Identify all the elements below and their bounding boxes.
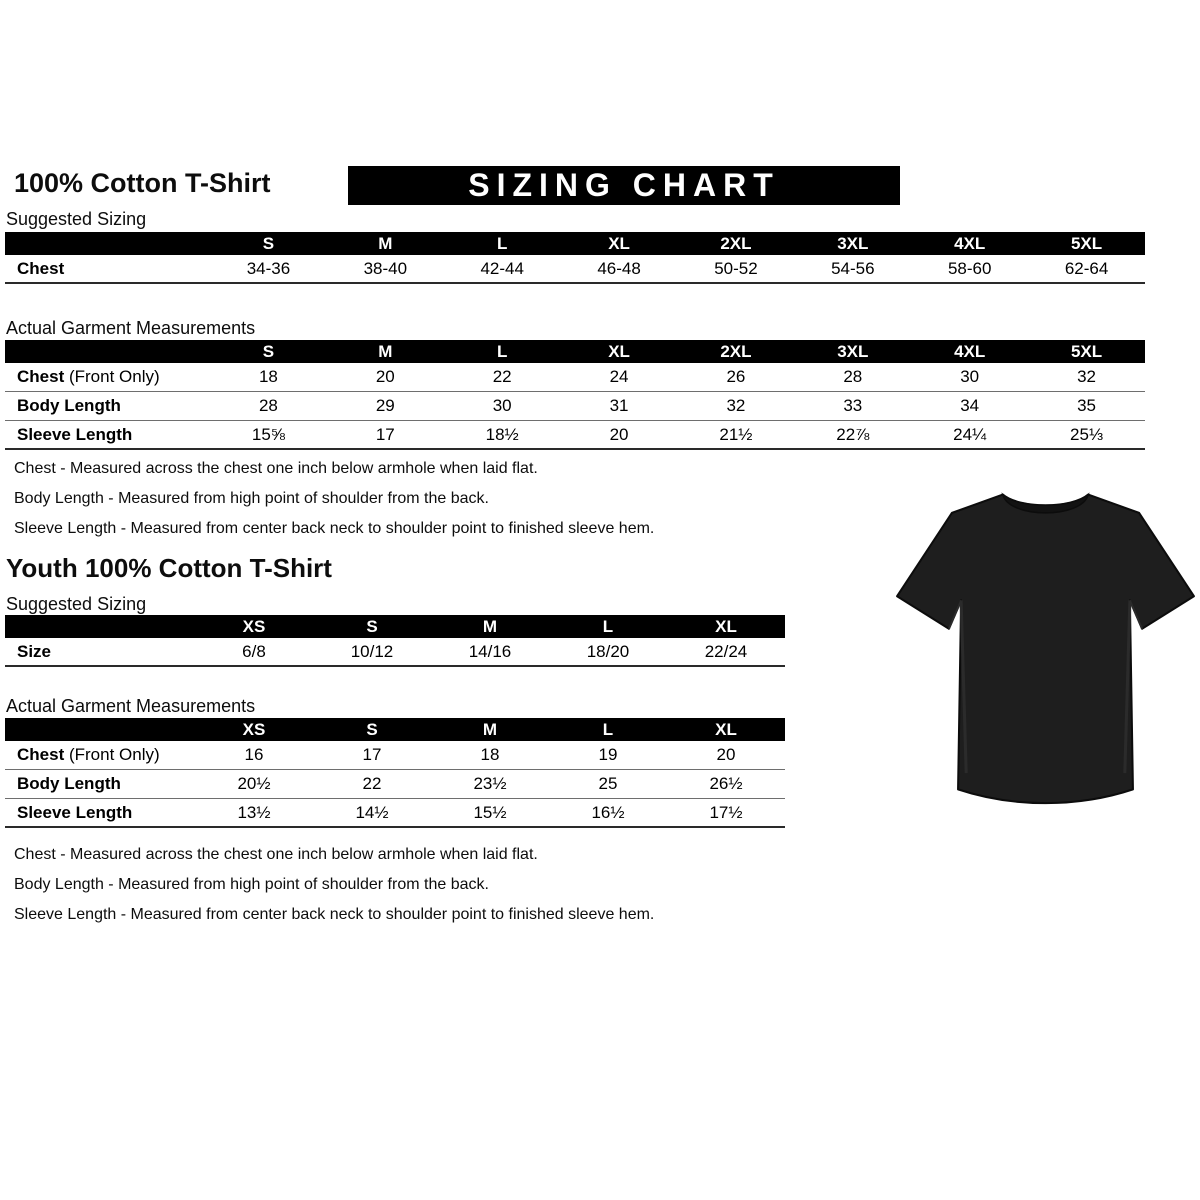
header-size-cell: 2XL — [720, 233, 752, 253]
header-size-cell: S — [262, 233, 275, 253]
value-cell: 18 — [258, 367, 278, 386]
header-size-cell: 5XL — [1070, 341, 1103, 361]
youth-actual-measurements-label: Actual Garment Measurements — [6, 696, 256, 716]
table-row — [5, 363, 1145, 392]
value-cell: 17½ — [709, 802, 743, 822]
value-cell: 28 — [258, 396, 278, 415]
value-cell: 32 — [726, 396, 746, 415]
value-cell: 46-48 — [597, 258, 641, 278]
youth-actual-measurements-table — [5, 718, 785, 828]
value-cell: 25 — [598, 774, 618, 793]
value-cell: 15⅝ — [251, 424, 285, 444]
value-cell: 28 — [843, 367, 863, 386]
value-cell: 23½ — [473, 774, 507, 793]
value-cell: 14½ — [355, 802, 389, 822]
value-cell: 26 — [726, 367, 746, 386]
youth-notes — [14, 846, 654, 936]
value-cell: 58-60 — [947, 258, 992, 278]
adult-note-chest: Chest - Measured across the chest one inch below armhole when laid flat. — [14, 460, 538, 477]
adult-actual-measurements-label: Actual Garment Measurements — [6, 318, 256, 338]
header-size-cell: M — [378, 341, 393, 361]
value-cell: 33 — [843, 396, 863, 415]
value-cell: 6/8 — [242, 641, 266, 661]
value-cell: 32 — [1077, 367, 1097, 386]
value-cell: 62-64 — [1064, 258, 1109, 278]
table-header-row — [5, 718, 785, 741]
header-size-cell: S — [366, 616, 378, 636]
value-cell: 18½ — [485, 424, 519, 444]
youth-suggested-sizing-label: Suggested Sizing — [6, 594, 147, 614]
header-size-cell: L — [602, 616, 614, 636]
value-cell: 20 — [609, 424, 629, 444]
value-cell: 26½ — [709, 774, 743, 793]
youth-suggested-sizing-table — [5, 615, 785, 667]
value-cell: 35 — [1077, 396, 1097, 415]
adult-suggested-sizing-label: Suggested Sizing — [6, 209, 147, 229]
value-cell: 22/24 — [704, 641, 748, 661]
adult-note-body-length: Body Length - Measured from high point of shoulder from the back. — [14, 490, 489, 507]
value-cell: 20 — [375, 367, 395, 386]
value-cell: 13½ — [237, 802, 271, 822]
sizing-chart-banner: SIZING CHART — [348, 166, 900, 205]
table-header-row — [5, 615, 785, 638]
table-header-row — [5, 340, 1145, 363]
header-size-cell: XL — [608, 341, 630, 361]
table-row — [5, 421, 1145, 450]
value-cell: 30 — [492, 396, 512, 415]
header-size-cell: XL — [608, 233, 630, 253]
value-cell: 54-56 — [831, 258, 875, 278]
row-label: Body Length — [17, 396, 121, 415]
value-cell: 30 — [960, 367, 980, 386]
row-label: Sleeve Length — [17, 802, 133, 822]
header-size-cell: M — [378, 233, 393, 253]
value-cell: 17 — [375, 424, 395, 444]
value-cell: 20 — [716, 745, 736, 764]
youth-note-body-length: Body Length - Measured from high point of shoulder from the back. — [14, 876, 489, 893]
header-size-cell: XS — [242, 719, 266, 739]
table-row — [5, 770, 785, 799]
row-label: Chest (Front Only) — [17, 367, 160, 386]
value-cell: 22⅞ — [836, 424, 870, 444]
header-size-cell: S — [262, 341, 275, 361]
value-cell: 34-36 — [246, 258, 291, 278]
value-cell: 22 — [362, 774, 382, 793]
youth-note-chest: Chest - Measured across the chest one inch below armhole when laid flat. — [14, 846, 538, 863]
value-cell: 24 — [609, 367, 629, 386]
row-label: Chest (Front Only) — [17, 745, 160, 764]
header-size-cell: 4XL — [954, 233, 986, 253]
value-cell: 29 — [375, 396, 395, 415]
value-cell: 24¼ — [953, 424, 987, 444]
value-cell: 38-40 — [363, 258, 408, 278]
value-cell: 31 — [609, 396, 629, 415]
value-cell: 18/20 — [586, 641, 630, 661]
youth-note-sleeve-length: Sleeve Length - Measured from center back neck to shoulder point to finished sleeve hem. — [14, 906, 655, 923]
adult-notes — [14, 460, 654, 550]
table-row — [5, 392, 1145, 421]
adult-actual-measurements-table — [5, 340, 1145, 450]
header-size-cell: 3XL — [837, 233, 869, 253]
header-size-cell: M — [482, 616, 498, 636]
table-row — [5, 638, 785, 667]
adult-note-sleeve-length: Sleeve Length - Measured from center back neck to shoulder point to finished sleeve hem. — [14, 520, 655, 537]
header-size-cell: XL — [715, 719, 737, 739]
black-tshirt-graphic — [893, 466, 1198, 821]
value-cell: 50-52 — [714, 258, 758, 278]
adult-title: 100% Cotton T-Shirt — [14, 168, 271, 198]
header-size-cell: S — [366, 719, 378, 739]
header-size-cell: 3XL — [837, 341, 869, 361]
value-cell: 21½ — [719, 424, 753, 444]
header-size-cell: L — [496, 233, 508, 253]
table-row — [5, 741, 785, 770]
value-cell: 16 — [244, 745, 264, 764]
value-cell: 16½ — [591, 802, 625, 822]
black-tshirt-image — [893, 466, 1198, 821]
value-cell: 34 — [960, 396, 980, 415]
value-cell: 19 — [598, 745, 618, 764]
value-cell: 10/12 — [350, 641, 394, 661]
header-size-cell: L — [496, 341, 508, 361]
value-cell: 15½ — [473, 802, 507, 822]
value-cell: 14/16 — [468, 641, 512, 661]
header-size-cell: 2XL — [720, 341, 752, 361]
table-row — [5, 799, 785, 828]
table-header-row — [5, 232, 1145, 255]
header-size-cell: XL — [715, 616, 737, 636]
header-size-cell: 5XL — [1070, 233, 1103, 253]
value-cell: 18 — [480, 745, 500, 764]
header-size-cell: XS — [242, 616, 266, 636]
row-label: Chest — [17, 258, 65, 278]
row-label: Body Length — [17, 774, 121, 793]
header-size-cell: M — [482, 719, 498, 739]
table-row — [5, 255, 1145, 284]
row-label: Size — [17, 641, 52, 661]
header-size-cell: 4XL — [954, 341, 986, 361]
value-cell: 42-44 — [480, 258, 524, 278]
value-cell: 20½ — [237, 774, 271, 793]
header-size-cell: L — [602, 719, 614, 739]
row-label: Sleeve Length — [17, 424, 133, 444]
value-cell: 25⅓ — [1070, 424, 1104, 444]
adult-suggested-sizing-table — [5, 232, 1145, 284]
value-cell: 22 — [492, 367, 512, 386]
youth-title: Youth 100% Cotton T-Shirt — [6, 553, 332, 583]
value-cell: 17 — [362, 745, 382, 764]
